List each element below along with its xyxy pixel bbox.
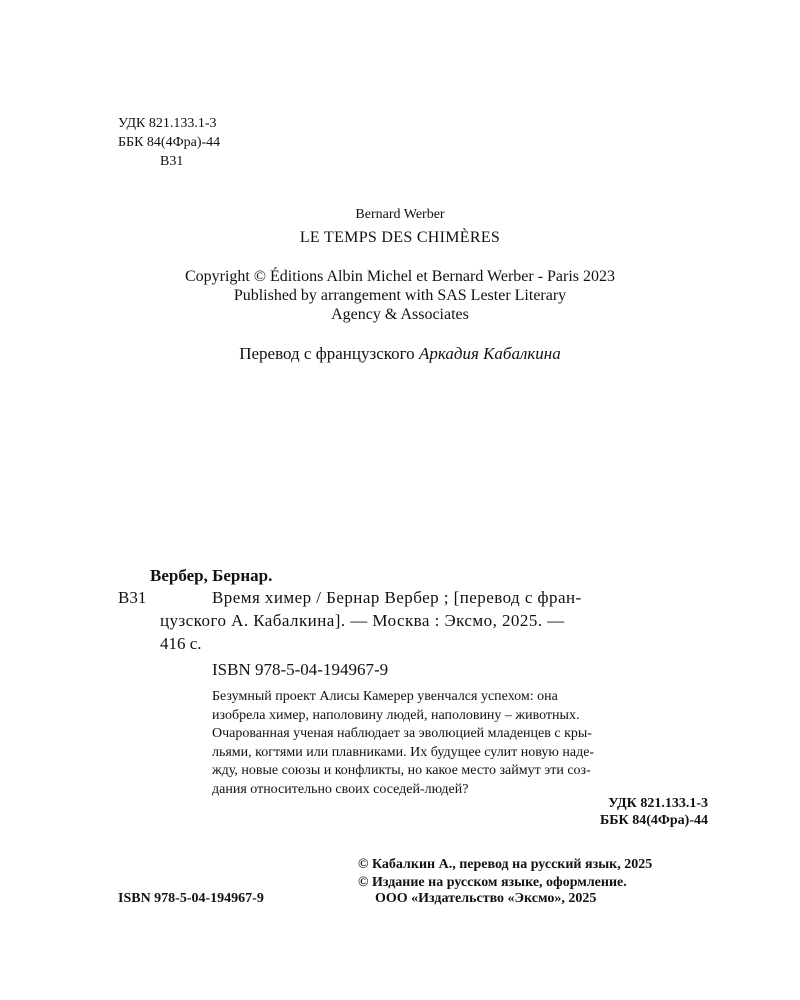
copyright-translation: © Кабалкин А., перевод на русский язык, 2025 (358, 857, 653, 872)
translator-name: Аркадия Кабалкина (418, 344, 561, 363)
original-author: Bernard Werber (355, 207, 445, 222)
footer-isbn: ISBN 978-5-04-194967-9 (118, 891, 264, 906)
author-mark: В31 (160, 154, 184, 169)
publisher-copyright: ООО «Издательство «Эксмо», 2025 (375, 891, 597, 906)
catalog-line-2: цузского А. Кабалкина]. — Москва : Эксмо, 2025. — (160, 611, 565, 630)
catalog-heading: Вербер, Бернар. (150, 566, 273, 585)
catalog-udk: УДК 821.133.1-3 (608, 796, 708, 811)
annotation-line: Безумный проект Алисы Камерер увенчался успехом: она (212, 689, 558, 704)
annotation (212, 688, 720, 799)
annotation-line: дания относительно своих соседей-людей? (212, 781, 469, 797)
copyright-line-2: Published by arrangement with SAS Lester Literary (233, 287, 567, 304)
annotation-line: льями, когтями или плавниками. Их будущее сулит новую наде- (212, 744, 595, 760)
catalog-bbk: ББК 84(4Фра)-44 (600, 813, 708, 828)
annotation-line: жду, новые союзы и конфликты, но какое место займут эти соз- (212, 763, 591, 778)
original-title: LE TEMPS DES CHIMÈRES (299, 229, 501, 246)
copyright-line-3: Agency & Associates (331, 306, 469, 323)
annotation-line: изобрела химер, наполовину людей, наполовину – животных. (212, 707, 580, 723)
translation-prefix: Перевод с французского (239, 344, 415, 363)
catalog-line-3: 416 с. (160, 634, 202, 653)
catalog-isbn: ISBN 978-5-04-194967-9 (212, 660, 389, 679)
catalog-line-1: Время химер / Бернар Вербер ; [перевод с фран- (212, 588, 582, 607)
annotation-line: Очарованная ученая наблюдает за эволюцией младенцев с кры- (212, 726, 592, 741)
copyright-edition: © Издание на русском языке, оформление. (358, 875, 627, 890)
bbk-code: ББК 84(4Фра)-44 (118, 135, 221, 150)
translation-credit (0, 344, 800, 364)
catalog-code: В31 (118, 588, 147, 607)
udk-code: УДК 821.133.1-3 (118, 116, 217, 131)
copyright-line-1: Copyright © Éditions Albin Michel et Bernard Werber - Paris 2023 (184, 268, 616, 285)
